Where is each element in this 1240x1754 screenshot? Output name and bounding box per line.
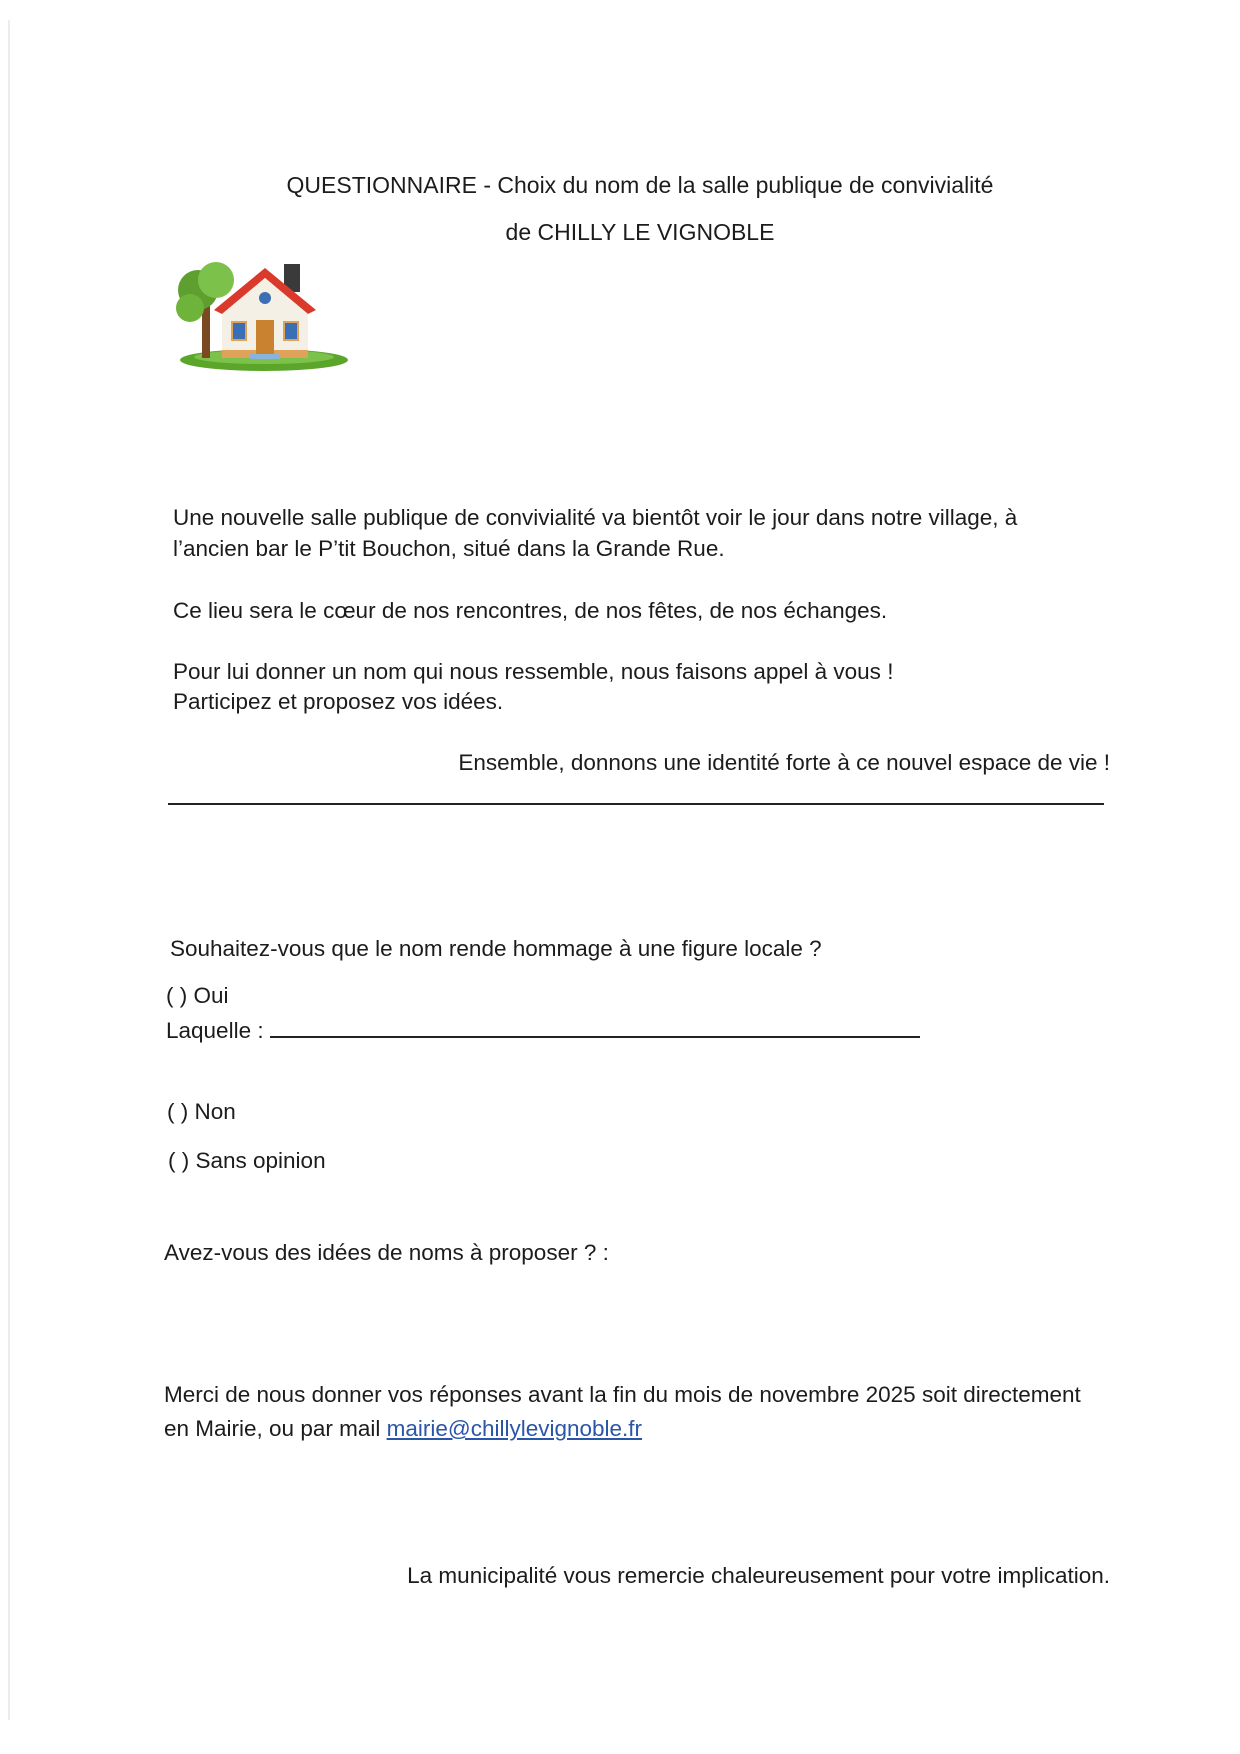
intro-slogan: Ensemble, donnons une identité forte à ce nouvel espace de vie ! [458,750,1110,775]
closing-thanks: La municipalité vous remercie chaleureusement pour votre implication. [407,1563,1110,1588]
closing-line-2-prefix: en Mairie, ou par mail [164,1416,381,1441]
mairie-email-link[interactable]: mairie@chillylevignoble.fr [386,1416,643,1441]
question-1-text: Souhaitez-vous que le nom rende hommage à une figure locale ? [170,936,822,961]
option-sans-opinion[interactable]: ( ) Sans opinion [168,1148,326,1173]
question-2-text: Avez-vous des idées de noms à proposer ? : [164,1240,609,1265]
intro-paragraph-1-line-2: l’ancien bar le P’tit Bouchon, situé dans la Grande Rue. [173,536,725,561]
laquelle-label: Laquelle : [166,1018,264,1043]
closing-line-1: Merci de nous donner vos réponses avant la fin du mois de novembre 2025 soit directement [164,1382,1081,1407]
page-title-line-1: QUESTIONNAIRE - Choix du nom de la salle publique de convivialité [286,172,994,198]
laquelle-field[interactable] [166,1014,920,1046]
page-edge [8,20,10,1720]
page-title-line-2: de CHILLY LE VIGNOBLE [505,219,775,245]
closing-line-2 [164,1413,642,1444]
option-oui[interactable]: ( ) Oui [166,983,229,1008]
laquelle-blank-line[interactable] [270,1014,920,1038]
intro-paragraph-3-line-2: Participez et proposez vos idées. [173,689,504,714]
option-non[interactable]: ( ) Non [167,1099,236,1124]
intro-paragraph-3-line-1: Pour lui donner un nom qui nous ressemble, nous faisons appel à vous ! [173,659,894,684]
intro-paragraph-1-line-1: Une nouvelle salle publique de convivialité va bientôt voir le jour dans notre village, à [173,505,1018,530]
section-divider [168,803,1104,805]
house-icon [176,256,348,376]
intro-paragraph-2: Ce lieu sera le cœur de nos rencontres, de nos fêtes, de nos échanges. [173,598,888,623]
